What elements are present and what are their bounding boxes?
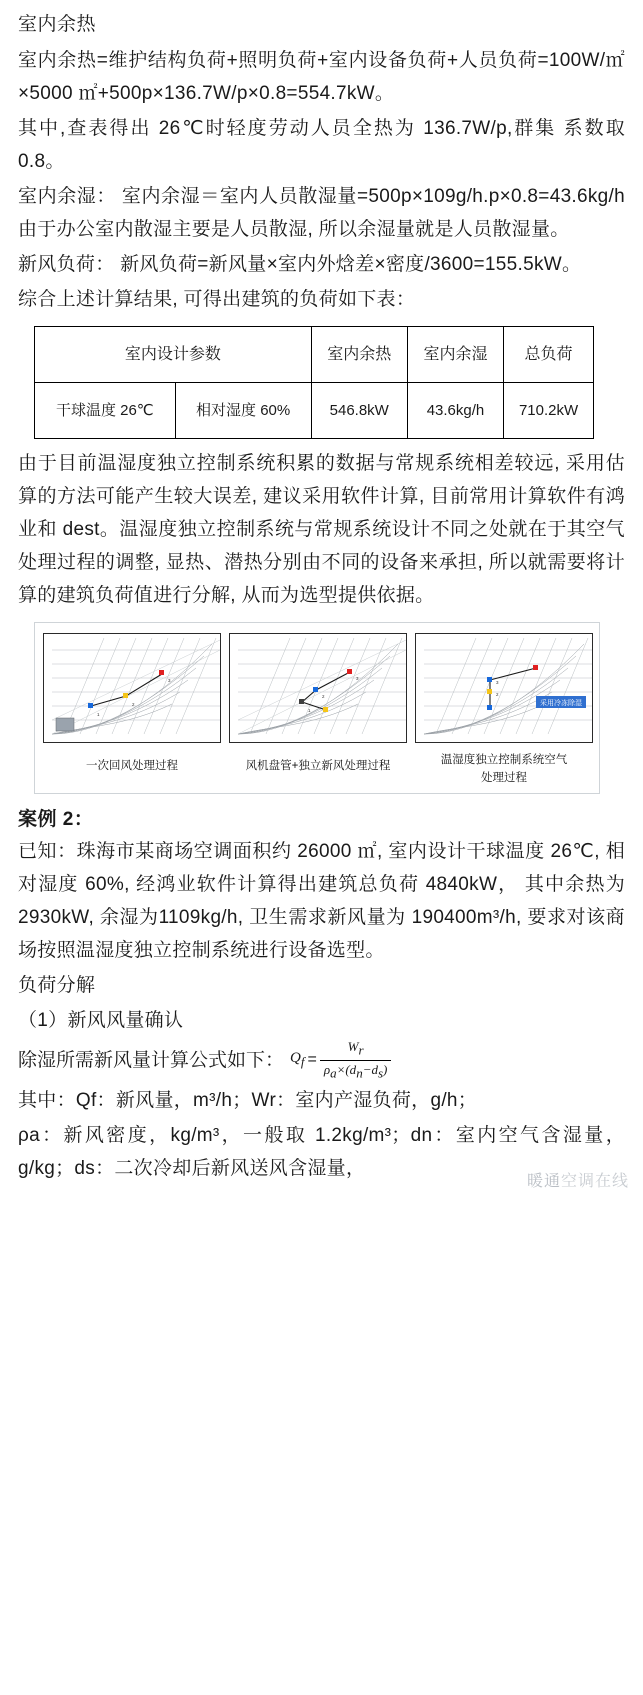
- paragraph-formula-legend-1: 其中：Qf：新风量，m³/h；Wr：室内产湿负荷，g/h；: [18, 1089, 478, 1111]
- psychrometric-chart-2: [229, 633, 407, 743]
- table-cell-excess-moisture: 43.6kg/h: [407, 383, 503, 439]
- svg-text:3: 3: [496, 680, 499, 685]
- figure-3-caption-line2: 处理过程: [481, 772, 527, 784]
- fresh-air-volume-formula: [290, 1039, 391, 1082]
- psychrometric-figure-group: [34, 622, 600, 794]
- formula-denominator: ρa×(dn−ds): [323, 1061, 388, 1081]
- figure-1: [43, 633, 221, 787]
- formula-fraction: [320, 1039, 392, 1082]
- case-2-title: 案例 2：: [18, 809, 94, 830]
- table-cell-relative-humidity: 相对湿度 60%: [175, 383, 311, 439]
- paragraph-fresh-air-load: 新风负荷： 新风负荷=新风量×室内外焓差×密度/3600=155.5kW。: [18, 254, 582, 275]
- table-header-total-load: 总负荷: [504, 327, 594, 383]
- figure-3-caption-line1: 温湿度独立控制系统空气: [440, 754, 568, 766]
- figure-2-caption: 风机盘管+独立新风处理过程: [245, 760, 391, 772]
- svg-text:3: 3: [356, 676, 359, 681]
- paragraph-table-lookup: 其中,查表得出 26℃时轻度劳动人员全热为 136.7W/p,群集 系数取 0.8。: [18, 118, 625, 172]
- page-title: 室内余热: [18, 14, 97, 35]
- paragraph-formula-legend-2: ρa：新风密度，kg/m³，一般取 1.2kg/m³；dn：室内空气含湿量，g/kg；ds：二次冷却后新风送风含湿量，: [18, 1124, 625, 1179]
- paragraph-room-excess-heat: 室内余热=维护结构负荷+照明负荷+室内设备负荷+人员负荷=100W/㎡×5000 ㎡+500p×136.7W/p×0.8=554.7kW。: [18, 50, 625, 104]
- psychrometric-chart-1: [43, 633, 221, 743]
- formula-lhs: Qf: [290, 1050, 305, 1070]
- table-cell-excess-heat: 546.8kW: [311, 383, 407, 439]
- figure-3-caption: [415, 743, 593, 787]
- svg-text:3: 3: [168, 678, 171, 683]
- formula-numerator: Wr: [320, 1039, 392, 1061]
- paragraph-load-decomposition-discussion: 由于目前温湿度独立控制系统积累的数据与常规系统相差较远, 采用估算的方法可能产生较大误差, 建议采用软件计算, 目前常用计算软件有鸿业和 dest。温湿度独立控制系统与常规系统设计不同之处就在于其空气处理过程的调整, 显热、潜热分别由不同的设备来承担, 所以就需要将计算的建筑负荷值进行分解, 从而为选型提供依据。: [18, 453, 625, 606]
- figure-1-caption: 一次回风处理过程: [86, 760, 178, 772]
- paragraph-room-excess-moisture: 室内余湿： 室内余湿＝室内人员散湿量=500p×109g/h.p×0.8=43.6kg/h 由于办公室内散湿主要是人员散湿, 所以余湿量就是人员散湿量。: [18, 186, 625, 240]
- table-cell-total-load: 710.2kW: [504, 383, 594, 439]
- paragraph-summary-intro: 综合上述计算结果, 可得出建筑的负荷如下表：: [18, 289, 416, 310]
- psychrometric-chart-3-svg: [416, 634, 592, 742]
- table-header-design-params: 室内设计参数: [35, 327, 312, 383]
- table-row: [35, 383, 594, 439]
- formula-equals: =: [307, 1051, 317, 1069]
- paragraph-case-2-known: 已知：珠海市某商场空调面积约 26000 ㎡, 室内设计干球温度 26℃, 相对湿度 60%, 经鸿业软件计算得出建筑总负荷 4840kW， 其中余热为 2930kW, 余湿为1109kg/h, 卫生需求新风量为 190400m³/h, 要求对该商场按照温湿度独立控制系统进行设备选型。: [18, 841, 625, 961]
- psychrometric-chart-1-svg: [44, 634, 220, 742]
- table-header-row: [35, 327, 594, 383]
- psychrometric-chart-2-svg: [230, 634, 406, 742]
- figure-2: [229, 633, 407, 787]
- psychrometric-chart-3: [415, 633, 593, 743]
- svg-text:1: 1: [308, 708, 311, 713]
- figure-3-inline-label: 采用冷冻除湿: [540, 700, 582, 707]
- figure-3: [415, 633, 593, 787]
- svg-text:1: 1: [97, 712, 100, 717]
- table-header-excess-heat: 室内余热: [311, 327, 407, 383]
- watermark-text-2: 空调在线: [560, 1172, 629, 1190]
- formula-intro-text: 除湿所需新风量计算公式如下：: [18, 1049, 285, 1071]
- table-header-excess-moisture: 室内余湿: [407, 327, 503, 383]
- svg-text:2: 2: [132, 702, 135, 707]
- svg-text:2: 2: [496, 692, 499, 697]
- formula-row: [18, 1039, 625, 1082]
- paragraph-load-decomposition-heading: 负荷分解: [18, 975, 96, 996]
- svg-text:2: 2: [322, 694, 325, 699]
- table-cell-dry-bulb: 干球温度 26℃: [35, 383, 176, 439]
- building-load-table: [34, 326, 594, 439]
- chart-1-legend-block: [56, 718, 74, 731]
- watermark-text-1: 暖通: [526, 1172, 561, 1190]
- paragraph-fresh-air-volume-heading: （1）新风风量确认: [18, 1010, 184, 1031]
